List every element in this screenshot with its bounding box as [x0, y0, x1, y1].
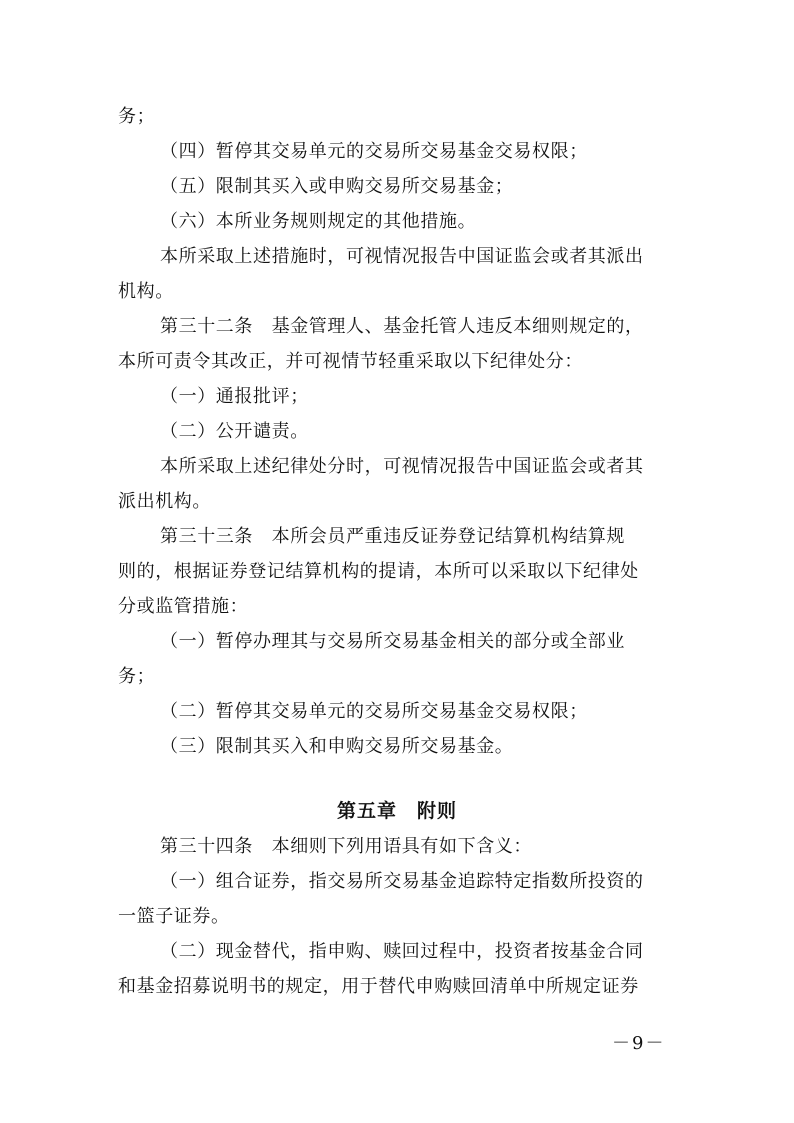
- text-line: （二）暂停其交易单元的交易所交易基金交易权限；: [160, 701, 588, 722]
- text-line: 机构。: [118, 281, 174, 302]
- text-line: （六）本所业务规则规定的其他措施。: [160, 211, 477, 232]
- text-line: 本所采取上述措施时，可视情况报告中国证监会或者其派出: [160, 246, 644, 267]
- text-line: （五）限制其买入或申购交易所交易基金；: [160, 176, 514, 197]
- text-line: 本所可责令其改正，并可视情节轻重采取以下纪律处分：: [118, 351, 583, 372]
- text-line: （一）组合证券，指交易所交易基金追踪特定指数所投资的: [160, 871, 644, 892]
- text-line: 第三十三条 本所会员严重违反证券登记结算机构结算规: [160, 526, 625, 547]
- text-line: 一篮子证券。: [118, 906, 230, 927]
- text-line: 务；: [118, 106, 156, 127]
- text-line: 本所采取上述纪律处分时，可视情况报告中国证监会或者其: [160, 456, 644, 477]
- text-line: 派出机构。: [118, 491, 211, 512]
- text-line: 第三十四条 本细则下列用语具有如下含义：: [160, 836, 532, 857]
- text-line: （二）公开谴责。: [160, 421, 309, 442]
- text-line: 务；: [118, 666, 156, 687]
- chapter-heading: 第五章 附则: [336, 800, 457, 822]
- text-line: （一）暂停办理其与交易所交易基金相关的部分或全部业: [160, 631, 625, 652]
- page-number: －9－: [612, 1033, 666, 1054]
- text-line: 第三十二条 基金管理人、基金托管人违反本细则规定的，: [160, 316, 644, 337]
- text-line: （三）限制其买入和申购交易所交易基金。: [160, 736, 514, 757]
- text-line: （四）暂停其交易单元的交易所交易基金交易权限；: [160, 141, 588, 162]
- text-line: （二）现金替代，指申购、赎回过程中，投资者按基金合同: [160, 941, 644, 962]
- text-line: 和基金招募说明书的规定，用于替代申购赎回清单中所规定证券: [118, 976, 639, 997]
- text-line: 分或监管措施：: [118, 596, 249, 617]
- text-line: 则的，根据证券登记结算机构的提请，本所可以采取以下纪律处: [118, 561, 639, 582]
- text-line: （一）通报批评；: [160, 386, 309, 407]
